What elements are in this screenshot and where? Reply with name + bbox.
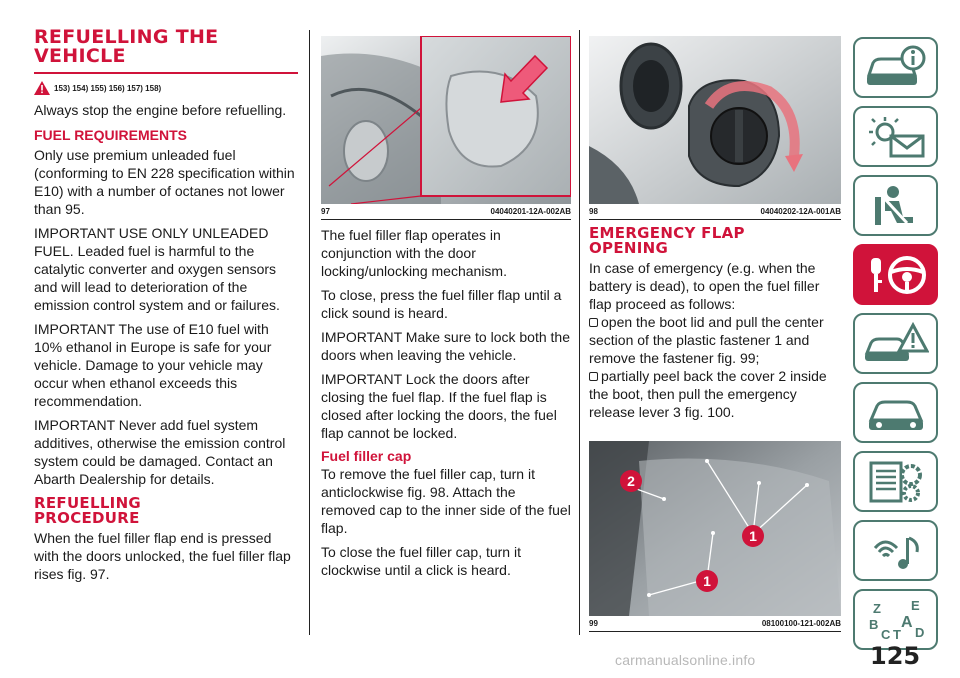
dashboard-lights-icon <box>863 114 929 160</box>
column-divider-2 <box>579 30 580 635</box>
fuel-requirements-heading: FUEL REQUIREMENTS <box>34 127 187 143</box>
callout-1-lower: 1 <box>703 573 711 589</box>
maintenance-icon <box>863 390 929 436</box>
tab-multimedia[interactable] <box>853 520 938 581</box>
figure-97-code: 04040201-12A-002AB <box>490 207 571 216</box>
flap-paragraph-2: To close, press the fuel filler flap until a click sound is heard. <box>321 287 562 321</box>
multimedia-icon <box>863 528 929 574</box>
refuelling-procedure-heading: REFUELLING PROCEDURE <box>34 494 142 527</box>
fuel-paragraph-1: Only use premium unleaded fuel (conforming to EN 228 specification within E10) with a number of octanes not lower than 95. <box>34 147 295 217</box>
flap-paragraph-4: IMPORTANT Lock the doors after closing the fuel flap. If the fuel flap is closed after locking the doors, the fuel flap cannot be locked. <box>321 371 557 441</box>
fuel-paragraph-4: IMPORTANT Never add fuel system additives, otherwise the emission control system could be damaged. Contact an Abarth Dealership for details. <box>34 417 286 487</box>
fuel-cap-photo <box>589 36 841 204</box>
chapter-tabs <box>853 37 938 658</box>
fuel-paragraph-2: IMPORTANT USE ONLY UNLEADED FUEL. Leaded fuel is harmful to the catalytic converter and oxygen sensors and will lead to deterioration of the emission control system and or failures. <box>34 225 280 313</box>
checkbox-bullet-icon <box>589 372 598 381</box>
flap-paragraph-3: IMPORTANT Make sure to lock both the doors when leaving the vehicle. <box>321 329 570 363</box>
checkbox-bullet-icon <box>589 318 598 327</box>
bullet-2-text: partially peel back the cover 2 inside the boot, then pull the emergency release lever 3 fig. 100. <box>589 368 827 420</box>
figure-97-number: 97 <box>321 207 330 216</box>
callout-1-upper: 1 <box>749 528 757 544</box>
index-icon <box>863 597 929 643</box>
middle-column <box>321 36 571 585</box>
tab-technical-data[interactable] <box>853 451 938 512</box>
figure-98-code: 04040202-12A-001AB <box>760 207 841 216</box>
index-letter-e: E <box>910 597 920 613</box>
column-divider-1 <box>309 30 310 635</box>
figure-97-caption <box>321 204 571 220</box>
bullet-item-1 <box>589 313 841 367</box>
figure-98-caption <box>589 204 841 220</box>
index-letter-d: D <box>914 624 924 640</box>
tab-index[interactable] <box>853 589 938 650</box>
page-number: 125 <box>870 642 921 670</box>
tab-safety[interactable] <box>853 175 938 236</box>
cap-paragraph-1: To remove the fuel filler cap, turn it anticlockwise fig. 98. Attach the removed cap to the inner side of the fuel flap. <box>321 466 571 536</box>
figure-99-caption <box>589 616 841 632</box>
fuel-filler-cap-heading: Fuel filler cap <box>321 448 412 464</box>
emergency-icon <box>863 321 929 367</box>
index-letter-a: A <box>900 613 913 631</box>
tab-emergency[interactable] <box>853 313 938 374</box>
boot-fastener-photo <box>589 441 841 616</box>
warning-refs-text: 153) 154) 155) 156) 157) 158) <box>54 83 162 93</box>
title-underline <box>34 72 298 74</box>
starting-driving-icon <box>863 252 929 298</box>
cap-paragraph-2: To close the fuel filler cap, turn it clockwise until a click is heard. <box>321 544 521 578</box>
emergency-flap-heading: EMERGENCY FLAP OPENING <box>589 224 745 257</box>
safety-icon <box>863 183 929 229</box>
index-letter-t: T <box>892 626 901 642</box>
figure-99-code: 08100100-121-002AB <box>761 619 841 628</box>
procedure-paragraph-1: When the fuel filler flap end is pressed with the doors unlocked, the fuel filler flap rises fig. 97. <box>34 530 291 582</box>
emergency-paragraph: In case of emergency (e.g. when the battery is dead), to open the fuel filler flap proceed as follows: <box>589 260 820 312</box>
index-letter-b: B <box>868 616 878 632</box>
fuel-flap-photo <box>321 36 571 204</box>
callout-2: 2 <box>627 473 635 489</box>
figure-98-number: 98 <box>589 207 598 216</box>
intro-text: Always stop the engine before refuelling. <box>34 102 287 118</box>
page-title: REFUELLING THE VEHICLE <box>34 26 219 67</box>
figure-99 <box>589 441 841 616</box>
index-letter-c: C <box>880 626 890 642</box>
tab-starting-driving[interactable] <box>853 244 938 305</box>
left-column <box>34 28 298 589</box>
fuel-paragraph-3: IMPORTANT The use of E10 fuel with 10% ethanol in Europe is safe for your vehicle. Damage to your vehicle may occur when ethanol exceeds this recommendation. <box>34 321 272 409</box>
bullet-1-text: open the boot lid and pull the center section of the plastic fastener 1 and remove the fastener fig. 99; <box>589 314 824 366</box>
warning-references <box>34 81 298 95</box>
flap-paragraph-1: The fuel filler flap operates in conjunction with the door locking/unlocking mechanism. <box>321 227 507 279</box>
bullet-item-2 <box>589 367 841 421</box>
index-letter-z: Z <box>872 600 881 616</box>
tab-car-info[interactable] <box>853 37 938 98</box>
tab-maintenance[interactable] <box>853 382 938 443</box>
tab-dashboard-lights[interactable] <box>853 106 938 167</box>
figure-98 <box>589 36 841 204</box>
car-info-icon <box>863 45 929 91</box>
technical-data-icon <box>863 459 929 505</box>
warning-triangle-icon <box>34 81 50 95</box>
right-column <box>589 36 841 638</box>
figure-97 <box>321 36 571 204</box>
figure-99-number: 99 <box>589 619 598 628</box>
watermark: carmanualsonline.info <box>615 652 756 668</box>
